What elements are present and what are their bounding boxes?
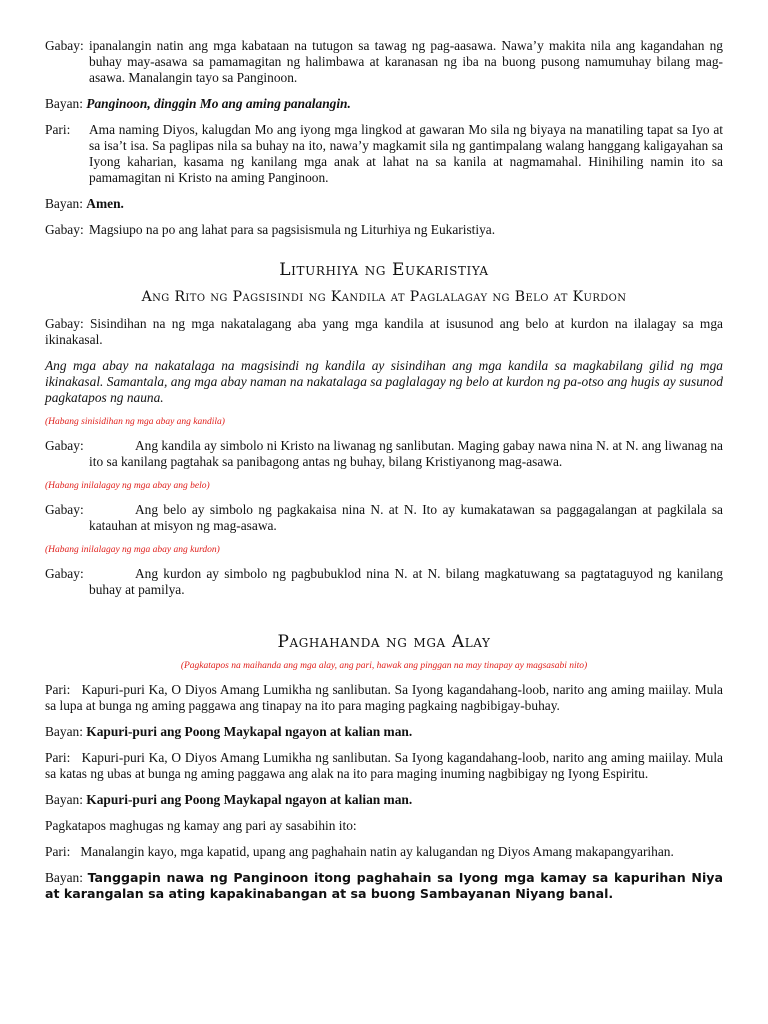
response-text: Tanggapin nawa ng Panginoon itong paghahain sa Iyong mga kamay sa kapurihan Niya at karangalan sa ating kapakinabangan at sa buong Sambayanan Niyang banal. <box>45 870 723 901</box>
paragraph-pari-prayer <box>45 122 723 186</box>
rubric-note-alay: (Pagkatapos na maihanda ang mga alay, ang pari, hawak ang pinggan na may tinapay ay magsasabi nito) <box>180 661 588 671</box>
paragraph-pari-tinapay <box>45 682 723 714</box>
speaker-label: Pari: <box>45 682 71 697</box>
paragraph-text: ipanalangin natin ang mga kabataan na tutugon sa tawag ng pag-aasawa. Nawa’y makita nila ang kagandahan ng buhay may-asawa sa pamamagitan ng halimbawa at karanasan ng iba na buong pusong namumuhay bilang mag-asawa. Manalangin tayo sa Panginoon. <box>89 38 723 85</box>
speaker-label: Pari: <box>45 844 71 859</box>
paragraph-pari-alak <box>45 750 723 782</box>
document-page <box>45 38 723 912</box>
speaker-label: Gabay: <box>45 38 84 53</box>
paragraph-text: Ama naming Diyos, kalugdan Mo ang iyong mga lingkod at gawaran Mo sila ng biyaya na manatiling tapat sa Iyo at sa isa’t isa. Sa paglipas nila sa buhay na ito, nawa’y magkamit sila ng gantimpalang walang hanggang kaligayahan sa Iyong kaharian, kasama ng kanilang mga anak at lahat na sa kanila at nagmamahal. Hinihiling namin ito sa pamamagitan ni Kristo na aming Panginoon. <box>89 122 723 185</box>
paragraph-text: Ang belo ay simbolo ng pagkakaisa nina N. at N. Ito ay kumakatawan sa paggagalangan at pagkilala sa katauhan at misyon ng mag-asawa. <box>89 502 723 533</box>
paragraph-text: Magsiupo na po ang lahat para sa pagsisismula ng Liturhiya ng Eukaristiya. <box>89 222 496 237</box>
paragraph-text: Sisindihan na ng mga nakatalagang aba yang mga kandila at isusunod ang belo at kurdon na ilalagay sa mga ikinakasal. <box>45 316 723 347</box>
speaker-label: Gabay: <box>45 438 84 453</box>
paragraph-gabay-kandila <box>45 438 723 470</box>
speaker-label: Pari: <box>45 122 71 137</box>
paragraph-bayan-response <box>45 96 723 112</box>
speaker-label: Pari: <box>45 750 71 765</box>
paragraph-gabay-sisindihan <box>45 316 723 348</box>
speaker-label: Bayan: <box>45 724 83 739</box>
speaker-label: Gabay: <box>45 566 84 581</box>
rubric-note-kandila: (Habang sinisidihan ng mga abay ang kandila) <box>45 417 225 427</box>
response-text: Amen. <box>86 196 124 211</box>
speaker-label: Gabay: <box>45 502 84 517</box>
paragraph-gabay-instruction <box>45 222 723 238</box>
subsection-heading-rito: Ang Rito ng Pagsisindi ng Kandila at Paglalagay ng Belo at Kurdon <box>141 289 627 305</box>
paragraph-text: Ang kandila ay simbolo ni Kristo na liwanag ng sanlibutan. Maging gabay nawa nina N. at N. ang liwanag na ito sa kanilang pagtahak sa panibagong antas ng buhay, bilang Kristiyanong mag-asawa. <box>89 438 723 469</box>
speaker-label: Bayan: <box>45 792 83 807</box>
paragraph-text: Ang kurdon ay simbolo ng pagbubuklod nina N. at N. bilang magkatuwang sa pagtataguyod ng kanilang buhay at pamilya. <box>89 566 723 597</box>
speaker-label: Bayan: <box>45 196 83 211</box>
speaker-label: Gabay: <box>45 316 84 331</box>
paragraph-text: Kapuri-puri Ka, O Diyos Amang Lumikha ng sanlibutan. Sa Iyong kagandahang-loob, narito ang aming maiilay. Mula sa katas ng ubas at bunga ng aming paggawa ang alak na ito para maging inuming nagbibigay ng Iyong Espiritu. <box>45 750 723 781</box>
rubric-note-kurdon: (Habang inilalagay ng mga abay ang kurdon) <box>45 545 220 555</box>
paragraph-text: Kapuri-puri Ka, O Diyos Amang Lumikha ng sanlibutan. Sa Iyong kagandahang-loob, narito ang aming maiilay. Mula sa lupa at bunga ng aming paggawa ang tinapay na ito para maging pagkaing nagbibigay-buhay. <box>45 682 723 713</box>
paragraph-gabay-kurdon <box>45 566 723 598</box>
response-text: Panginoon, dinggin Mo ang aming panalangin. <box>86 96 351 111</box>
speaker-label: Bayan: <box>45 96 83 111</box>
paragraph-rubric: Ang mga abay na nakatalaga na magsisindi ng kandila ay sisindihan ang mga kandila sa magkabilang gilid ng mga ikinakasal. Samantala, ang mga abay naman na nakatalaga sa paglalagay ng belo at kurdon ng pa-otso ang hugis ay susunod pagkatapos ng nauna. <box>45 358 723 405</box>
section-heading-paghahanda: Paghahanda ng mga Alay <box>277 632 491 652</box>
speaker-label: Gabay: <box>45 222 84 237</box>
paragraph-bayan-amen <box>45 196 723 212</box>
paragraph-text: Manalangin kayo, mga kapatid, upang ang paghahain natin ay kalugandan ng Diyos Amang makapangyarihan. <box>80 844 674 859</box>
paragraph-bayan-kapuri-1 <box>45 724 723 740</box>
paragraph-bayan-tanggapin <box>45 870 723 902</box>
paragraph-rubric-hugas: Pagkatapos maghugas ng kamay ang pari ay sasabihin ito: <box>45 818 357 833</box>
speaker-label: Bayan: <box>45 870 83 885</box>
paragraph-gabay-prayer <box>45 38 723 86</box>
section-heading-liturhiya: Liturhiya ng Eukaristiya <box>279 260 489 280</box>
paragraph-pari-manalangin <box>45 844 723 860</box>
response-text: Kapuri-puri ang Poong Maykapal ngayon at kalian man. <box>86 724 413 739</box>
paragraph-bayan-kapuri-2 <box>45 792 723 808</box>
response-text: Kapuri-puri ang Poong Maykapal ngayon at kalian man. <box>86 792 413 807</box>
paragraph-gabay-belo <box>45 502 723 534</box>
rubric-note-belo: (Habang inilalagay ng mga abay ang belo) <box>45 481 210 491</box>
